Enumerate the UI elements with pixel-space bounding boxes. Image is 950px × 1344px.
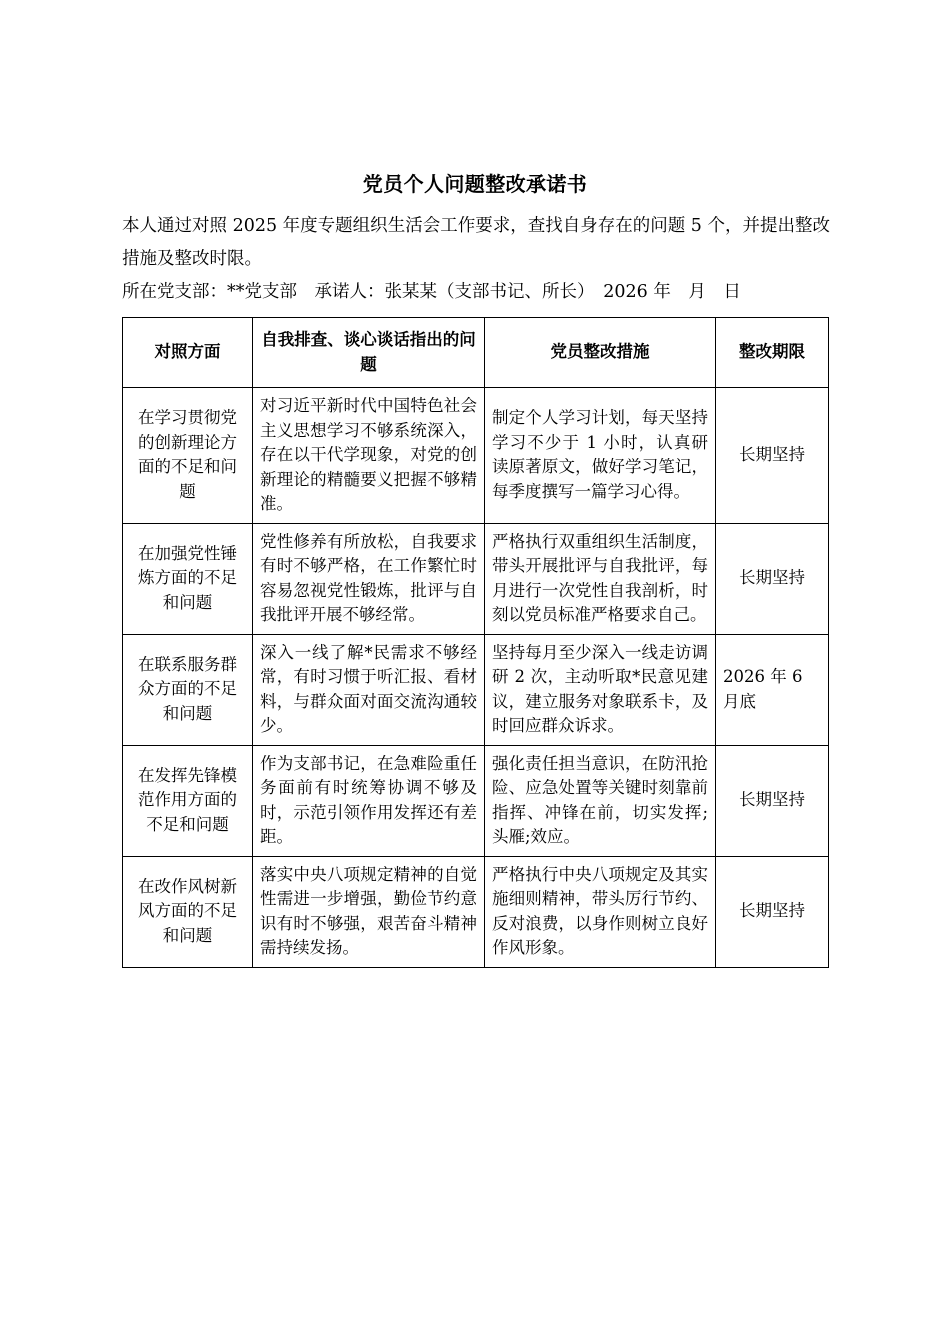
table-row <box>123 745 829 856</box>
cell-deadline: 长期坚持 <box>716 388 829 524</box>
cell-aspect: 在发挥先锋模范作用方面的不足和问题 <box>123 745 253 856</box>
cell-deadline: 长期坚持 <box>716 523 829 634</box>
table-row <box>123 634 829 745</box>
cell-problem: 对习近平新时代中国特色社会主义思想学习不够系统深入，存在以干代学现象，对党的创新理论的精髓要义把握不够精准。 <box>253 388 485 524</box>
cell-measure: 坚持每月至少深入一线走访调研 2 次，主动听取*民意见建议，建立服务对象联系卡，及时回应群众诉求。 <box>485 634 716 745</box>
column-header-measure: 党员整改措施 <box>485 318 716 388</box>
page-title: 党员个人问题整改承诺书 <box>362 172 588 196</box>
intro-paragraph: 本人通过对照 2025 年度专题组织生活会工作要求，查找自身存在的问题 5 个，并提出整改措施及整改时限。 <box>122 216 830 269</box>
rectification-commitment-table <box>122 317 829 968</box>
signature-line: 所在党支部：**党支部 承诺人：张某某（支部书记、所长） 2026 年 月 日 <box>122 282 741 302</box>
cell-problem: 党性修养有所放松，自我要求有时不够严格，在工作繁忙时容易忽视党性锻炼，批评与自我批评开展不够经常。 <box>253 523 485 634</box>
cell-deadline: 长期坚持 <box>716 856 829 967</box>
cell-measure: 严格执行中央八项规定及其实施细则精神，带头厉行节约、反对浪费，以身作则树立良好作风形象。 <box>485 856 716 967</box>
cell-problem: 落实中央八项规定精神的自觉性需进一步增强，勤俭节约意识有时不够强，艰苦奋斗精神需持续发扬。 <box>253 856 485 967</box>
cell-aspect: 在联系服务群众方面的不足和问题 <box>123 634 253 745</box>
column-header-problem: 自我排查、谈心谈话指出的问题 <box>253 318 485 388</box>
column-header-aspect: 对照方面 <box>123 318 253 388</box>
cell-deadline: 2026 年 6 月底 <box>716 634 829 745</box>
table-header-row <box>123 318 829 388</box>
table-row <box>123 388 829 524</box>
table-row <box>123 856 829 967</box>
cell-aspect: 在学习贯彻党的创新理论方面的不足和问题 <box>123 388 253 524</box>
cell-aspect: 在改作风树新风方面的不足和问题 <box>123 856 253 967</box>
cell-problem: 深入一线了解*民需求不够经常，有时习惯于听汇报、看材料，与群众面对面交流沟通较少。 <box>253 634 485 745</box>
cell-measure: 强化责任担当意识，在防汛抢险、应急处置等关键时刻靠前指挥、冲锋在前，切实发挥;头雁;效应。 <box>485 745 716 856</box>
cell-measure: 严格执行双重组织生活制度，带头开展批评与自我批评，每月进行一次党性自我剖析，时刻以党员标准严格要求自己。 <box>485 523 716 634</box>
column-header-deadline: 整改期限 <box>716 318 829 388</box>
cell-measure: 制定个人学习计划，每天坚持学习不少于 1 小时，认真研读原著原文，做好学习笔记，每季度撰写一篇学习心得。 <box>485 388 716 524</box>
cell-aspect: 在加强党性锤炼方面的不足和问题 <box>123 523 253 634</box>
cell-problem: 作为支部书记，在急难险重任务面前有时统筹协调不够及时，示范引领作用发挥还有差距。 <box>253 745 485 856</box>
cell-deadline: 长期坚持 <box>716 745 829 856</box>
table-row <box>123 523 829 634</box>
